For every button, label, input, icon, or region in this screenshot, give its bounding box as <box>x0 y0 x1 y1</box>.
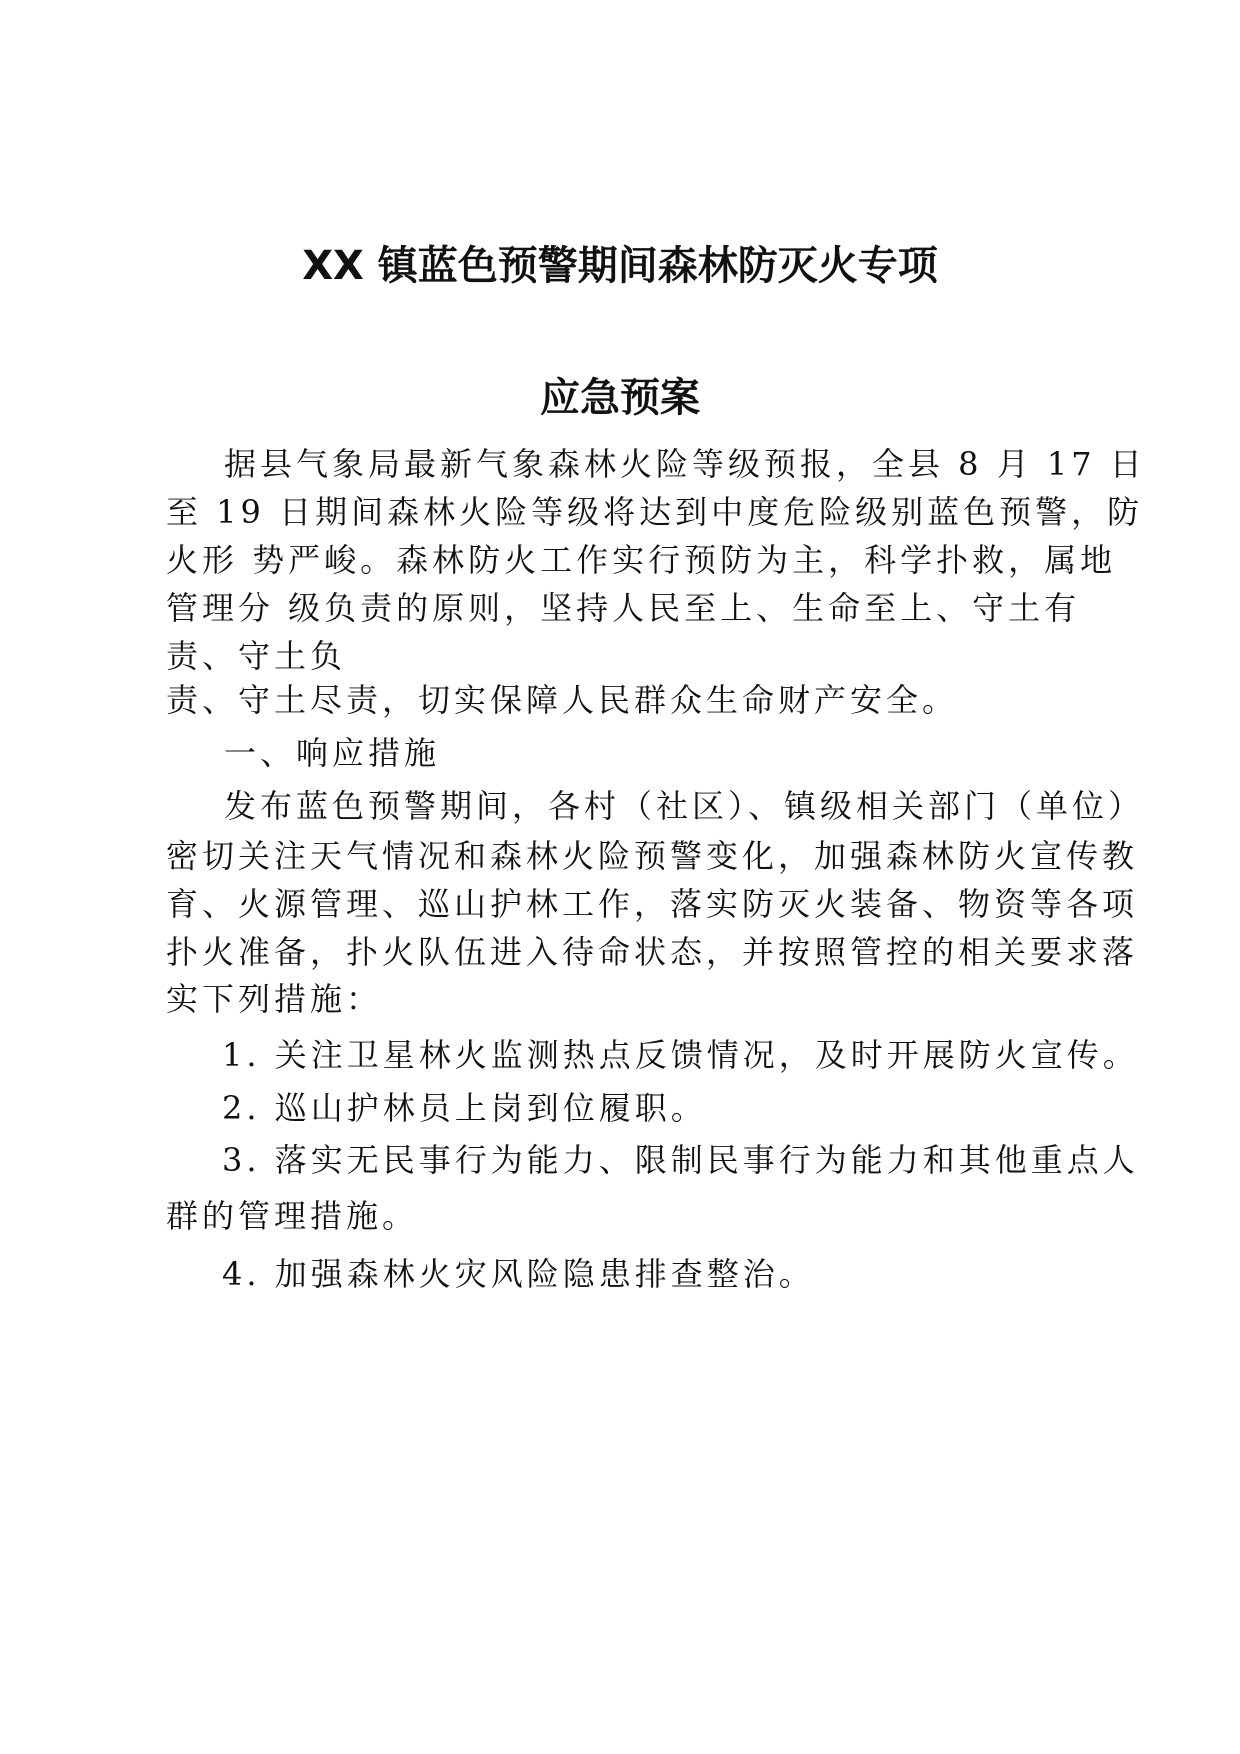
intro-line-6: 责、守土尽责，切实保障人民群众生命财产安全。 <box>166 681 959 719</box>
intro-line-1: 据县气象局最新气象森林火险等级预报，全县 8 月 17 日 <box>224 445 1146 483</box>
intro-line-2: 至 19 日期间森林火险等级将达到中度危险级别蓝色预警，防 <box>166 493 1144 531</box>
section-paragraph-line-2: 密切关注天气情况和森林火险预警变化，加强森林防火宣传教 <box>166 837 1139 875</box>
section-paragraph-line-4: 扑火准备，扑火队伍进入待命状态，并按照管控的相关要求落 <box>166 933 1139 971</box>
intro-line-3: 火形 势严峻。森林防火工作实行预防为主，科学扑救，属地 <box>166 541 1117 579</box>
measure-item-2: 2. 巡山护林员上岗到位履职。 <box>222 1089 707 1127</box>
intro-line-4: 管理分 级负责的原则，坚持人民至上、生命至上、守土有 <box>166 589 1081 627</box>
section-paragraph-line-3: 育、火源管理、巡山护林工作，落实防灭火装备、物资等各项 <box>166 885 1139 923</box>
section-paragraph-line-1: 发布蓝色预警期间，各村（社区）、镇级相关部门（单位） <box>224 787 1145 825</box>
document-title-line-1: XX 镇蓝色预警期间森林防灭火专项 <box>302 243 938 289</box>
intro-line-5: 责、守土负 <box>166 637 347 675</box>
document-title-line-2: 应急预案 <box>540 375 700 421</box>
section-heading-response-measures: 一、响应措施 <box>224 734 441 772</box>
section-paragraph-line-5: 实下列措施： <box>166 980 383 1018</box>
measure-item-1: 1. 关注卫星林火监测热点反馈情况，及时开展防火宣传。 <box>222 1036 1139 1074</box>
measure-item-3-continued: 群的管理措施。 <box>166 1197 419 1235</box>
measure-item-3: 3. 落实无民事行为能力、限制民事行为能力和其他重点人 <box>222 1141 1139 1179</box>
measure-item-4: 4. 加强森林火灾风险隐患排查整治。 <box>222 1255 815 1293</box>
